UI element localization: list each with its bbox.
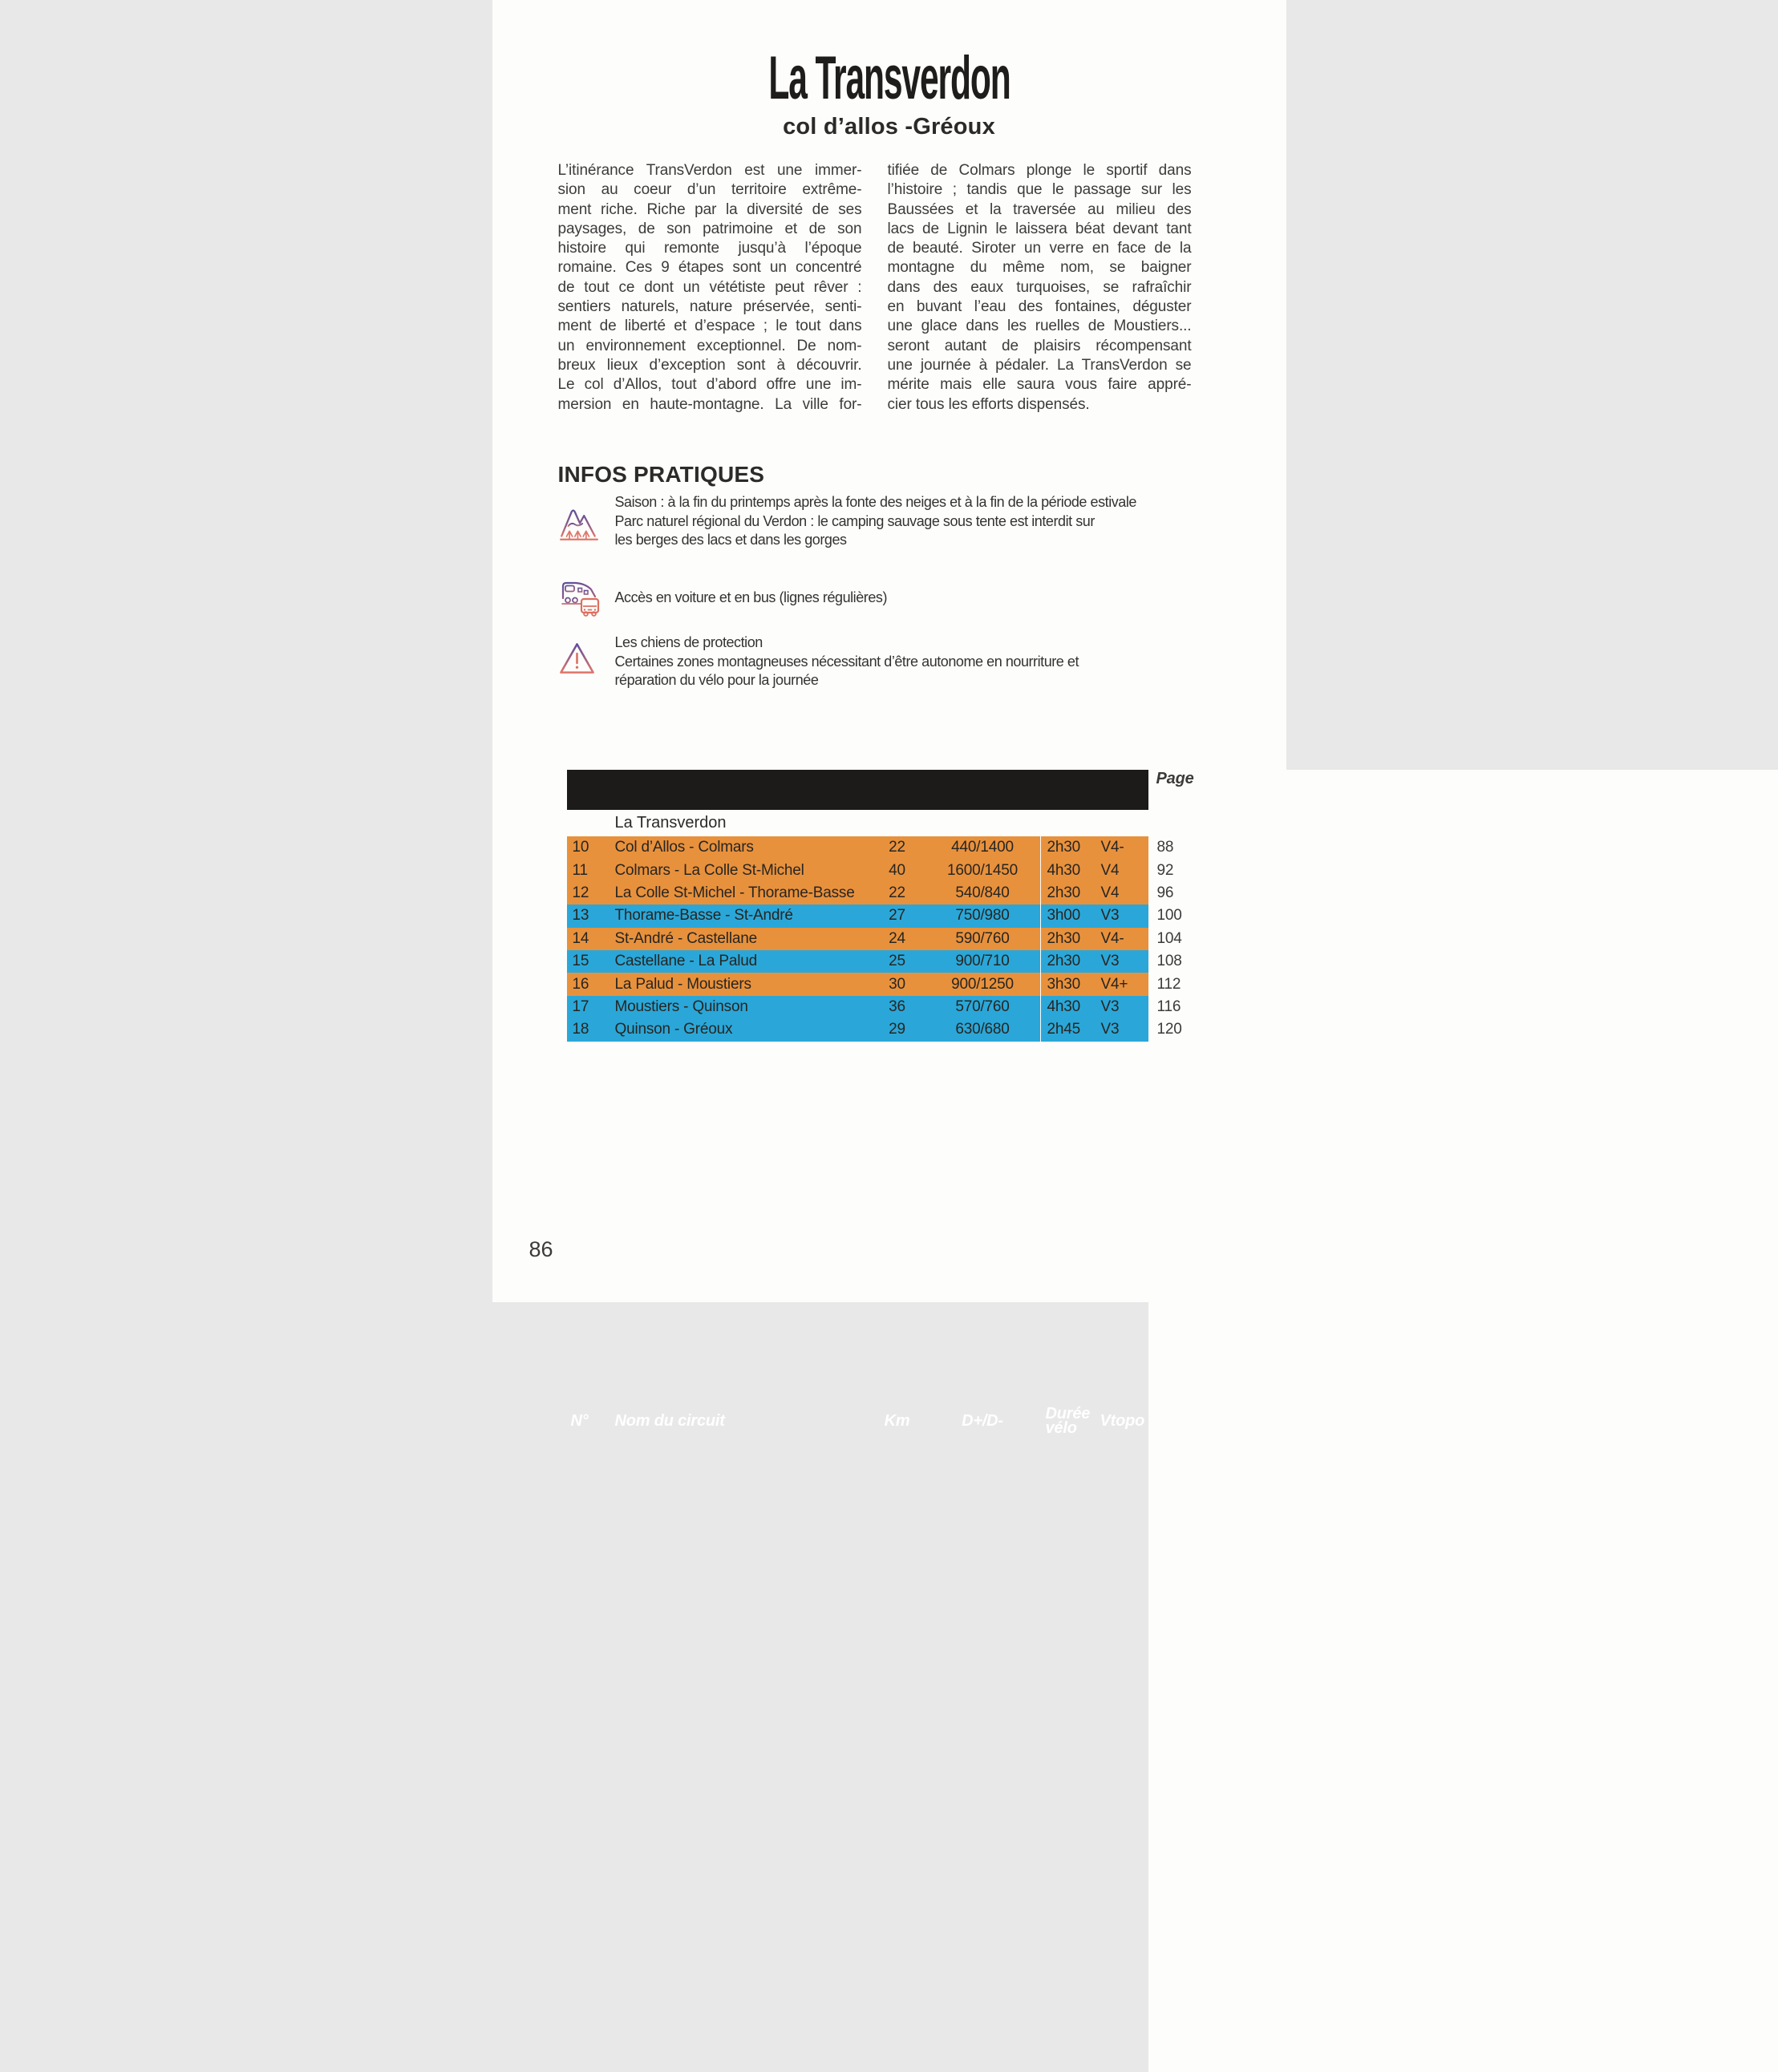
info-line: les berges des lacs et dans les gorges — [615, 531, 1209, 550]
intro-line: sentiers naturels, nature préservée, senti- — [558, 297, 862, 317]
cell-num: 16 — [567, 976, 605, 994]
cell-dplus: 570/760 — [925, 998, 1040, 1016]
intro-line: paysages, de son patrimoine et de son — [558, 220, 862, 239]
header-cell-duree — [1040, 1406, 1098, 1435]
intro-line: sion au coeur d’un territoire extrême- — [558, 180, 862, 200]
cell-name: La Colle St-Michel - Thorame-Basse — [605, 884, 869, 902]
cell-page: 116 — [1148, 996, 1778, 1018]
info-line: Les chiens de protection — [615, 633, 1209, 653]
cell-duree: 4h30 — [1040, 996, 1098, 1018]
cell-vtopo: V3 — [1098, 907, 1148, 925]
table-row — [567, 904, 1203, 927]
cell-vtopo: V3 — [1098, 998, 1148, 1016]
cell-km: 40 — [869, 862, 925, 880]
cell-vtopo: V3 — [1098, 1021, 1148, 1038]
intro-column-right — [888, 161, 1192, 415]
table-row — [567, 996, 1203, 1018]
infos-pratiques-heading: INFOS PRATIQUES — [558, 462, 765, 488]
cell-km: 36 — [869, 998, 925, 1016]
intro-column-left — [558, 161, 862, 415]
intro-line: en buvant l’eau des fontaines, déguster — [888, 297, 1192, 317]
info-text-season — [615, 493, 1209, 550]
header-cell-name: Nom du circuit — [605, 1412, 869, 1431]
intro-line: ment riche. Riche par la diversité de ses — [558, 200, 862, 220]
cell-name: Castellane - La Palud — [605, 953, 869, 970]
header-duree-line2: vélo — [1046, 1421, 1098, 1435]
cell-duree: 2h45 — [1040, 1018, 1098, 1041]
intro-line: seront autant de plaisirs récompensant — [888, 337, 1192, 356]
cell-duree: 2h30 — [1040, 950, 1098, 973]
table-header-row — [567, 770, 1203, 810]
cell-name: Col d’Allos - Colmars — [605, 839, 869, 856]
cell-km: 29 — [869, 1021, 925, 1038]
info-line: Saison : à la fin du printemps après la fonte des neiges et à la fin de la période estivale — [615, 493, 1209, 512]
intro-line: un environnement exceptionnel. De nom- — [558, 337, 862, 356]
intro-line: mérite mais elle saura vous faire appré- — [888, 375, 1192, 395]
title-block — [492, 47, 1286, 111]
intro-line: dans des eaux turquoises, se rafraîchir — [888, 278, 1192, 297]
cell-num: 10 — [567, 839, 605, 856]
intro-line: montagne du même nom, se baigner — [888, 258, 1192, 277]
cell-dplus: 900/710 — [925, 953, 1040, 970]
cell-name: Thorame-Basse - St-André — [605, 907, 869, 925]
cell-duree: 2h30 — [1040, 836, 1098, 859]
header-cell-page: Page — [1148, 770, 1778, 2072]
cell-duree: 3h30 — [1040, 973, 1098, 995]
cell-dplus: 440/1400 — [925, 839, 1040, 856]
cell-name: La Palud - Moustiers — [605, 976, 869, 994]
info-line: Accès en voiture et en bus (lignes régulières) — [615, 589, 1209, 608]
cell-km: 22 — [869, 839, 925, 856]
cell-duree: 2h30 — [1040, 882, 1098, 904]
cell-dplus: 750/980 — [925, 907, 1040, 925]
header-cell-vtopo: Vtopo — [1098, 1412, 1148, 1431]
cell-dplus: 630/680 — [925, 1021, 1040, 1038]
intro-line: l’histoire ; tandis que le passage sur les — [888, 180, 1192, 200]
cell-km: 25 — [869, 953, 925, 970]
cell-num: 13 — [567, 907, 605, 925]
table-row — [567, 836, 1203, 859]
table-row — [567, 973, 1203, 995]
info-line: Certaines zones montagneuses nécessitant d’être autonome en nourriture et — [615, 653, 1209, 672]
cell-duree: 4h30 — [1040, 859, 1098, 881]
intro-line: tifiée de Colmars plonge le sportif dans — [888, 161, 1192, 180]
page-title: La Transverdon — [768, 47, 1010, 111]
header-duree-line1: Durée — [1046, 1406, 1098, 1421]
cell-vtopo: V4 — [1098, 862, 1148, 880]
table-row — [567, 928, 1203, 950]
mountain-icon — [558, 501, 600, 550]
cell-page: 120 — [1148, 1018, 1778, 1041]
intro-line: ment de liberté et d’espace ; le tout dans — [558, 317, 862, 336]
circuits-table — [567, 770, 1203, 1042]
cell-page: 100 — [1148, 904, 1778, 927]
page-number: 86 — [529, 1237, 553, 1262]
info-text-warning — [615, 633, 1209, 690]
intro-line: une glace dans les ruelles de Moustiers... — [888, 317, 1192, 336]
intro-line: de tout ce dont un vététiste peut rêver : — [558, 278, 862, 297]
table-row — [567, 859, 1203, 881]
header-cell-num: N° — [567, 1412, 605, 1431]
cell-name: Quinson - Gréoux — [605, 1021, 869, 1038]
cell-km: 30 — [869, 976, 925, 994]
header-cell-km: Km — [869, 1412, 925, 1431]
intro-line: mersion en haute-montagne. La ville for- — [558, 395, 862, 415]
cell-dplus: 1600/1450 — [925, 862, 1040, 880]
header-cell-dplus: D+/D- — [925, 1412, 1040, 1431]
cell-vtopo: V4+ — [1098, 976, 1148, 994]
table-row — [567, 950, 1203, 973]
book-page — [492, 0, 1286, 1302]
train-bus-icon — [558, 573, 603, 624]
cell-dplus: 900/1250 — [925, 976, 1040, 994]
cell-page: 112 — [1148, 973, 1778, 995]
cell-dplus: 590/760 — [925, 930, 1040, 948]
cell-num: 14 — [567, 930, 605, 948]
intro-line: lacs de Lignin le laissera béat devant tant — [888, 220, 1192, 239]
cell-name: Colmars - La Colle St-Michel — [605, 862, 869, 880]
cell-name: Moustiers - Quinson — [605, 998, 869, 1016]
table-row — [567, 1018, 1203, 1041]
cell-page: 104 — [1148, 928, 1778, 950]
info-line: Parc naturel régional du Verdon : le camping sauvage sous tente est interdit sur — [615, 512, 1209, 532]
cell-vtopo: V4 — [1098, 884, 1148, 902]
group-label: La Transverdon — [605, 814, 869, 832]
cell-duree: 2h30 — [1040, 928, 1098, 950]
intro-line: Le col d’Allos, tout d’abord offre une im- — [558, 375, 862, 395]
table-row — [567, 882, 1203, 904]
cell-vtopo: V3 — [1098, 953, 1148, 970]
info-text-transport — [615, 589, 1209, 608]
intro-line: Baussées et la traversée au milieu des — [888, 200, 1192, 220]
intro-line: cier tous les efforts dispensés. — [888, 395, 1192, 415]
warning-triangle-icon — [558, 640, 596, 681]
cell-vtopo: V4- — [1098, 839, 1148, 856]
intro-line: romaine. Ces 9 étapes sont un concentré — [558, 258, 862, 277]
cell-num: 12 — [567, 884, 605, 902]
intro-line: L’itinérance TransVerdon est une immer- — [558, 161, 862, 180]
cell-page: 88 — [1148, 836, 1778, 859]
intro-line: histoire qui remonte jusqu’à l’époque — [558, 239, 862, 258]
cell-duree: 3h00 — [1040, 904, 1098, 927]
cell-num: 15 — [567, 953, 605, 970]
table-group-row — [567, 810, 1203, 836]
page-subtitle: col d’allos -Gréoux — [492, 114, 1286, 140]
intro-line: une journée à pédaler. La TransVerdon se — [888, 356, 1192, 375]
cell-km: 22 — [869, 884, 925, 902]
cell-name: St-André - Castellane — [605, 930, 869, 948]
cell-vtopo: V4- — [1098, 930, 1148, 948]
cell-page: 108 — [1148, 950, 1778, 973]
cell-page: 92 — [1148, 859, 1778, 881]
cell-num: 17 — [567, 998, 605, 1016]
intro-line: breux lieux d’exception sont à découvrir. — [558, 356, 862, 375]
cell-km: 27 — [869, 907, 925, 925]
cell-num: 18 — [567, 1021, 605, 1038]
intro-line: de beauté. Siroter un verre en face de la — [888, 239, 1192, 258]
cell-km: 24 — [869, 930, 925, 948]
info-line: réparation du vélo pour la journée — [615, 671, 1209, 690]
cell-dplus: 540/840 — [925, 884, 1040, 902]
cell-page: 96 — [1148, 882, 1778, 904]
cell-num: 11 — [567, 862, 605, 880]
